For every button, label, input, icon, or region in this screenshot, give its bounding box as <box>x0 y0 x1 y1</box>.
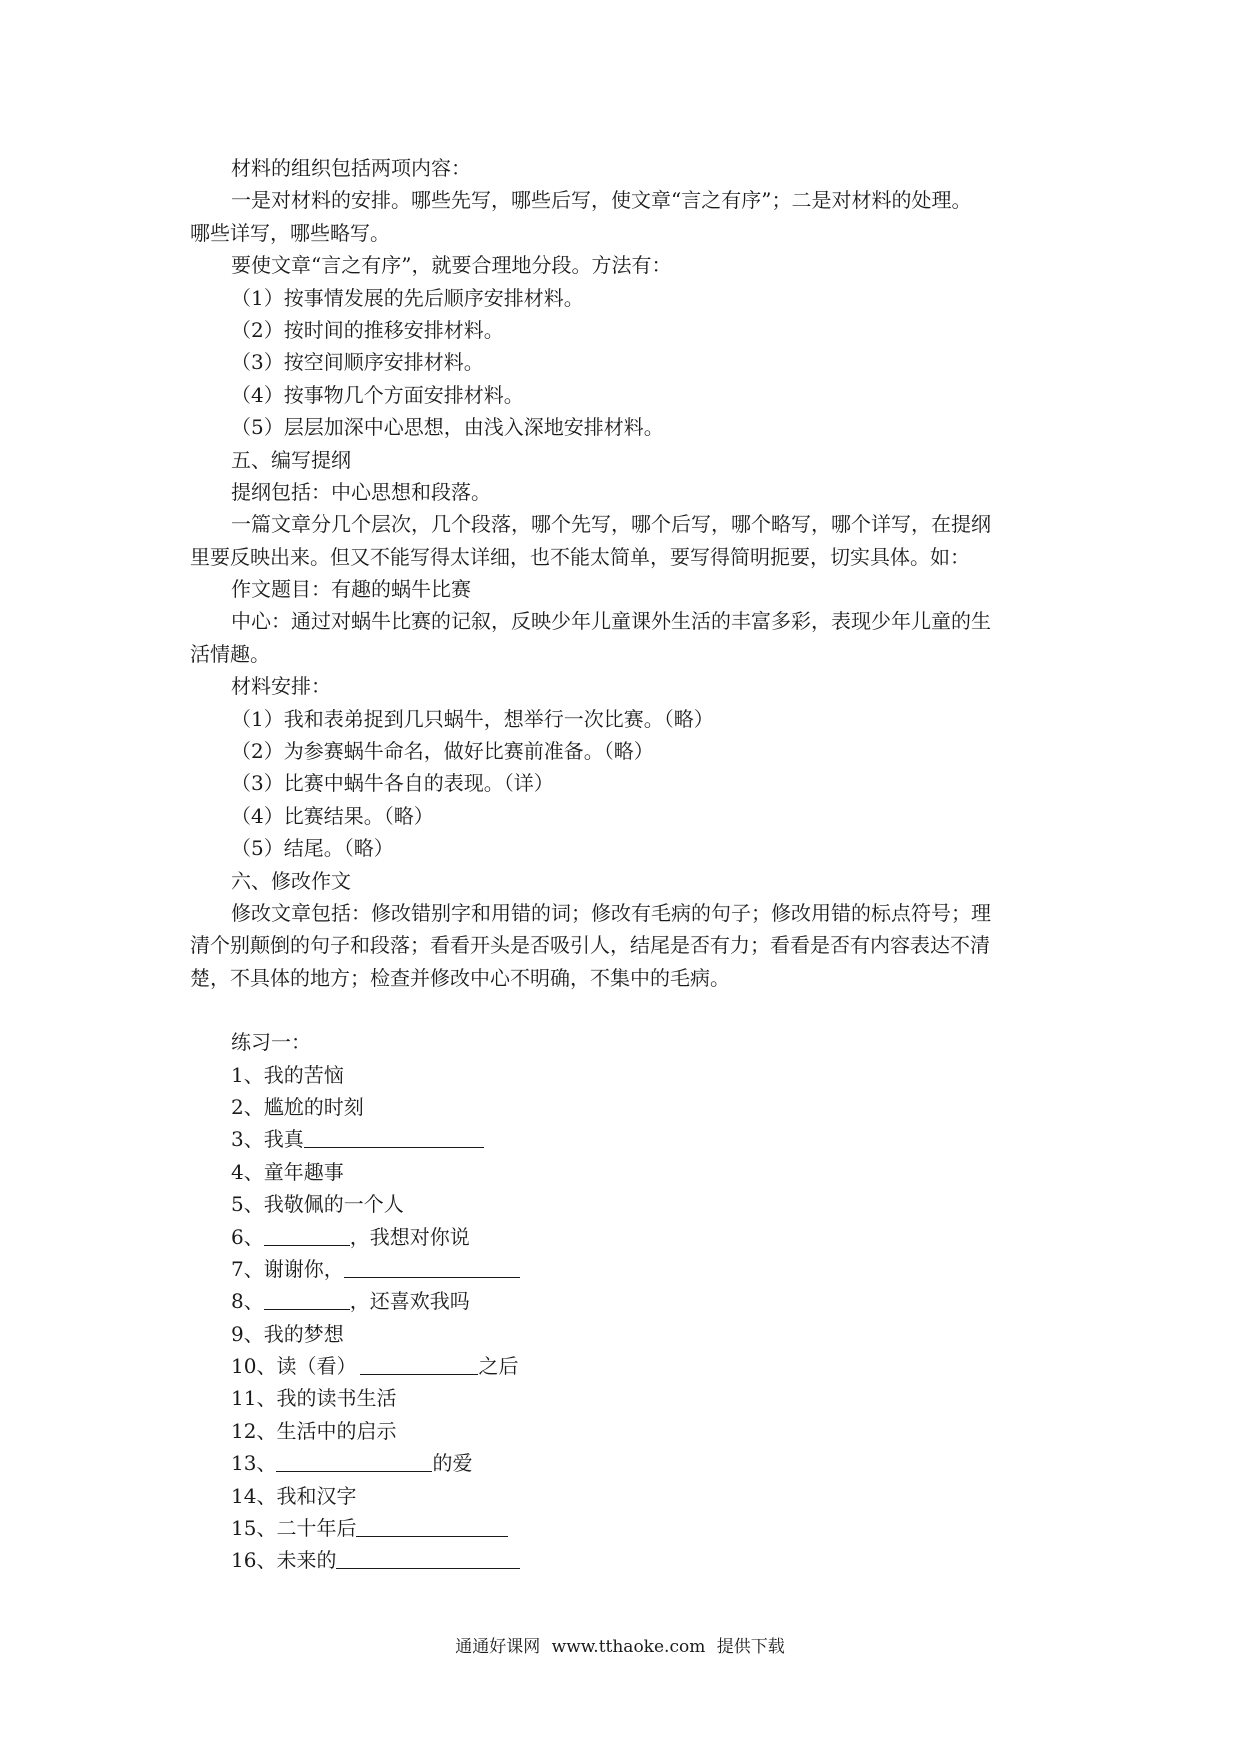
exercise-title: 练习一： <box>231 1030 311 1055</box>
item-number: 6、 <box>231 1224 264 1249</box>
footer-suffix: 提供下载 <box>716 1637 785 1657</box>
item-number: 12、 <box>231 1418 277 1443</box>
paragraph: 中心：通过对蜗牛比赛的记叙，反映少年儿童课外生活的丰富多彩，表现少年儿童的生 <box>231 609 991 634</box>
item-text: 的爱 <box>432 1451 473 1476</box>
item-text: 未来的 <box>276 1548 337 1573</box>
list-item: （5）结尾。（略） <box>231 836 394 861</box>
exercise-item <box>190 1091 1058 1123</box>
exercise-item <box>190 1156 1058 1188</box>
exercise-item <box>190 1512 1058 1544</box>
fill-blank <box>276 1449 432 1472</box>
item-number: 7、 <box>231 1256 264 1281</box>
item-number: 16、 <box>231 1548 277 1573</box>
item-text: 童年趣事 <box>263 1159 344 1184</box>
fill-blank <box>304 1125 484 1148</box>
item-text: ，我想对你说 <box>349 1224 470 1249</box>
item-number: 4、 <box>231 1159 264 1184</box>
paragraph: 材料安排： <box>231 674 331 699</box>
footer-url: www.tthaoke.com <box>551 1637 706 1657</box>
item-number: 11、 <box>231 1386 277 1411</box>
list-item: （4）比赛结果。（略） <box>231 803 434 828</box>
paragraph: 楚，不具体的地方；检查并修改中心不明确，不集中的毛病。 <box>190 965 730 990</box>
paragraph: 哪些详写，哪些略写。 <box>190 220 390 245</box>
exercise-item <box>190 1318 1058 1350</box>
spacer <box>190 994 1058 1026</box>
paragraph: 要使文章“言之有序”，就要合理地分段。方法有： <box>231 253 672 278</box>
paragraph: 一是对材料的安排。哪些先写，哪些后写，使文章“言之有序”；二是对材料的处理。 <box>231 188 972 213</box>
exercise-item <box>190 1188 1058 1220</box>
fill-blank <box>344 1255 520 1278</box>
exercise-item <box>190 1253 1058 1285</box>
item-text: 读（看） <box>276 1354 357 1379</box>
item-text: 我的梦想 <box>263 1321 344 1346</box>
section-heading: 五、编写提纲 <box>231 447 351 472</box>
item-text: 我敬佩的一个人 <box>263 1192 404 1217</box>
section-heading: 六、修改作文 <box>231 868 351 893</box>
exercise-item <box>190 1415 1058 1447</box>
exercise-item <box>190 1480 1058 1512</box>
paragraph: 里要反映出来。但又不能写得太详细，也不能太简单，要写得简明扼要，切实具体。如： <box>190 544 970 569</box>
exercise-item <box>190 1544 1058 1576</box>
list-item: （3）比赛中蜗牛各自的表现。（详） <box>231 771 554 796</box>
list-item: （2）为参赛蜗牛命名，做好比赛前准备。（略） <box>231 739 654 764</box>
exercise-item <box>190 1221 1058 1253</box>
item-number: 3、 <box>231 1127 264 1152</box>
exercise-item <box>190 1447 1058 1479</box>
paragraph: 活情趣。 <box>190 641 270 666</box>
paragraph: 材料的组织包括两项内容： <box>231 156 471 180</box>
item-number: 13、 <box>231 1451 277 1476</box>
item-text: ，还喜欢我吗 <box>349 1289 470 1314</box>
list-item: （1）按事情发展的先后顺序安排材料。 <box>231 285 584 310</box>
list-item: （5）层层加深中心思想，由浅入深地安排材料。 <box>231 415 664 440</box>
example-title: 作文题目：有趣的蜗牛比赛 <box>231 577 471 602</box>
item-number: 1、 <box>231 1062 264 1087</box>
fill-blank <box>360 1352 478 1375</box>
item-text: 二十年后 <box>276 1516 357 1541</box>
item-number: 9、 <box>231 1321 264 1346</box>
item-number: 14、 <box>231 1483 277 1508</box>
item-text: 之后 <box>478 1354 519 1379</box>
document-body <box>190 152 1058 1577</box>
fill-blank <box>264 1287 350 1310</box>
fill-blank <box>264 1223 350 1246</box>
item-number: 2、 <box>231 1094 264 1119</box>
list-item: （2）按时间的推移安排材料。 <box>231 317 504 342</box>
list-item: （1）我和表弟捉到几只蜗牛，想举行一次比赛。（略） <box>231 706 714 731</box>
item-text: 我和汉字 <box>276 1483 357 1508</box>
item-text: 生活中的启示 <box>276 1418 397 1443</box>
exercise-item <box>190 1285 1058 1317</box>
exercise-item <box>190 1350 1058 1382</box>
item-text: 谢谢你， <box>263 1256 344 1281</box>
fill-blank <box>356 1514 508 1537</box>
item-number: 15、 <box>231 1516 277 1541</box>
item-number: 8、 <box>231 1289 264 1314</box>
exercise-item <box>190 1382 1058 1414</box>
fill-blank <box>336 1546 520 1569</box>
paragraph: 清个别颠倒的句子和段落；看看开头是否吸引人，结尾是否有力；看看是否有内容表达不清 <box>190 933 990 958</box>
item-number: 5、 <box>231 1192 264 1217</box>
exercise-item <box>190 1059 1058 1091</box>
paragraph: 修改文章包括：修改错别字和用错的词；修改有毛病的句子；修改用错的标点符号；理 <box>231 900 991 925</box>
item-text: 我的读书生活 <box>276 1386 397 1411</box>
item-text: 我真 <box>263 1127 304 1152</box>
page-footer <box>0 1632 1240 1657</box>
exercise-item <box>190 1123 1058 1155</box>
item-text: 尴尬的时刻 <box>263 1094 364 1119</box>
list-item: （4）按事物几个方面安排材料。 <box>231 382 524 407</box>
item-number: 10、 <box>231 1354 277 1379</box>
paragraph: 提纲包括：中心思想和段落。 <box>231 479 491 504</box>
list-item: （3）按空间顺序安排材料。 <box>231 350 484 375</box>
paragraph: 一篇文章分几个层次，几个段落，哪个先写，哪个后写，哪个略写，哪个详写，在提纲 <box>231 512 991 537</box>
footer-site-name: 通通好课网 <box>455 1637 541 1657</box>
item-text: 我的苦恼 <box>263 1062 344 1087</box>
